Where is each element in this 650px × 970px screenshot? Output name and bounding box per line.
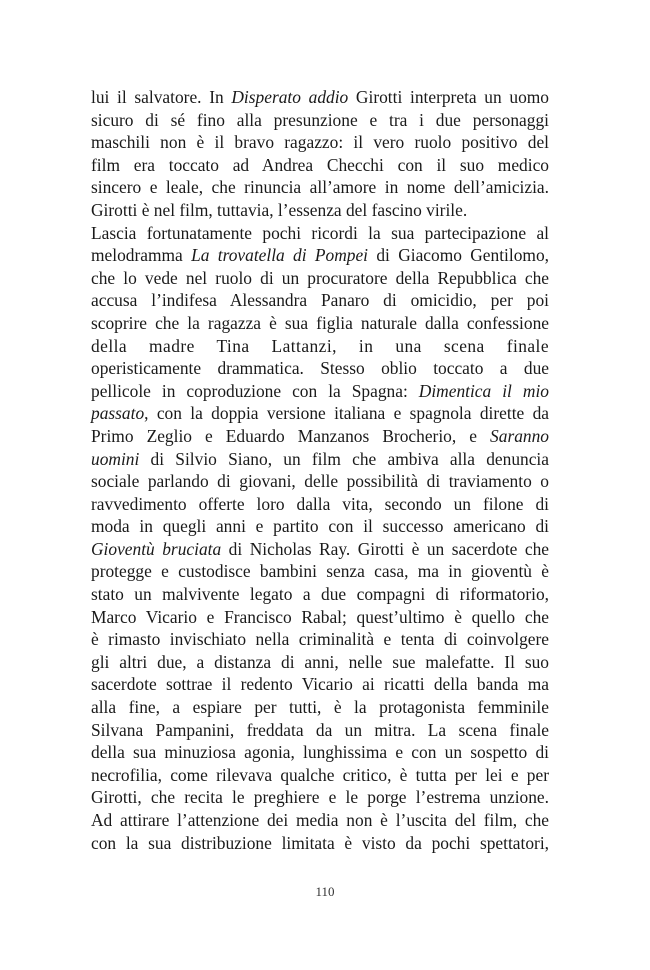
text-line [91,628,549,651]
text-line [91,606,549,629]
text-run: sincero e leale, che rinuncia all’amore in nome dell’amicizia. [91,177,549,198]
text-line [91,335,549,358]
text-line [91,380,549,403]
text-run: Marco Vicario e Francisco Rabal; quest’ultimo è quello che [91,606,549,627]
italic-title: Gioventù bruciata [91,538,222,559]
text-run: pellicole in coproduzione con la Spagna: [91,380,419,401]
text-run: Girotti interpreta un uomo [348,87,549,107]
text-run: Ad attirare l’attenzione dei media non è l’uscita del film, che [91,810,549,830]
text-line [91,267,549,290]
text-line [91,470,549,493]
text-run: della sua minuziosa agonia, lunghissima e con un sospetto di [91,742,549,763]
text-line [91,583,549,606]
text-run: di Nicholas Ray. Girotti è un sacerdote che [221,538,549,559]
text-run: moda in quegli anni e partito con il successo americano di [91,516,549,537]
text-run: Girotti è nel film, tuttavia, l’essenza del fascino virile. [91,199,468,220]
text-line [91,560,549,583]
text-line [91,832,549,855]
text-line [91,673,549,696]
text-line [91,86,549,109]
text-line [91,109,549,132]
text-line [91,131,549,154]
text-line [91,154,549,177]
text-run: con la sua distribuzione limitata è visto da pochi spettatori, [91,832,549,853]
text-line [91,199,549,222]
text-run: accusa l’indifesa Alessandra Panaro di omicidio, per poi [91,290,549,311]
text-line [91,425,549,448]
text-line [91,809,549,832]
text-line [91,538,549,561]
text-line [91,651,549,674]
text-run: film era toccato ad Andrea Checchi con il suo medico [91,154,549,175]
italic-title: Disperato addio [231,87,349,107]
text-block [91,86,549,854]
text-run: operisticamente drammatica. Stesso oblio toccato a due [91,358,549,379]
text-run: melodramma [91,245,192,266]
text-run: sacerdote sottrae il redento Vicario ai ricatti della banda ma [91,674,549,695]
text-run: ravvedimento offerte loro dalla vita, secondo un filone di [91,493,549,514]
text-run: necrofilia, come rilevava qualche critico, è tutta per lei e per [91,764,549,785]
text-run: scoprire che la ragazza è sua figlia naturale dalla confessione [91,312,549,333]
text-line [91,222,549,245]
text-run: sicuro di sé fino alla presunzione e tra i due personaggi [91,109,549,130]
italic-title: Saranno [490,425,549,446]
text-line [91,244,549,267]
text-run: sociale parlando di giovani, delle possibilità di traviamento o [91,471,549,492]
text-line [91,515,549,538]
text-run: maschili non è il bravo ragazzo: il vero ruolo positivo del [91,132,549,153]
text-run: alla fine, a espiare per tutti, è la protagonista femminile [91,697,549,718]
text-run: protegge e custodisce bambini senza casa, ma in gioventù è [91,561,549,582]
text-run: che lo vede nel ruolo di un procuratore della Repubblica che [91,267,549,288]
italic-title: La trovatella di Pompei [191,245,369,266]
text-line [91,741,549,764]
text-line [91,493,549,516]
text-run: di Giacomo Gentilomo, [368,245,549,266]
text-line [91,786,549,809]
text-line [91,402,549,425]
text-line [91,289,549,312]
italic-title: uomini [91,448,140,469]
text-line [91,176,549,199]
text-line [91,357,549,380]
text-run: Lascia fortunatamente pochi ricordi la sua partecipazione al [91,222,549,243]
text-run: Primo Zeglio e Eduardo Manzanos Brocherio, e [91,425,491,446]
text-line [91,312,549,335]
text-line [91,764,549,787]
text-run: Silvana Pampanini, freddata da un mitra. La scena finale [91,719,549,740]
text-run: lui il salvatore. In [91,87,232,107]
text-line [91,696,549,719]
text-run: è rimasto invischiato nella criminalità e tenta di coinvolgere [91,629,549,650]
italic-title: Dimentica il mio [418,380,549,401]
text-run: , con la doppia versione italiana e spagnola dirette da [144,403,549,424]
page-number: 110 [315,884,335,899]
text-run: Girotti, che recita le preghiere e le porge l’estrema unzione. [91,787,549,808]
text-run: della madre Tina Lattanzi, in una scena finale [91,335,549,356]
text-run: di Silvio Siano, un film che ambiva alla denuncia [139,448,549,469]
text-run: stato un malvivente legato a due compagni di riformatorio, [91,584,549,605]
text-line [91,719,549,742]
italic-title: passato [91,403,145,424]
text-run: gli altri due, a distanza di anni, nelle sue malefatte. Il suo [91,651,549,672]
text-line [91,448,549,471]
